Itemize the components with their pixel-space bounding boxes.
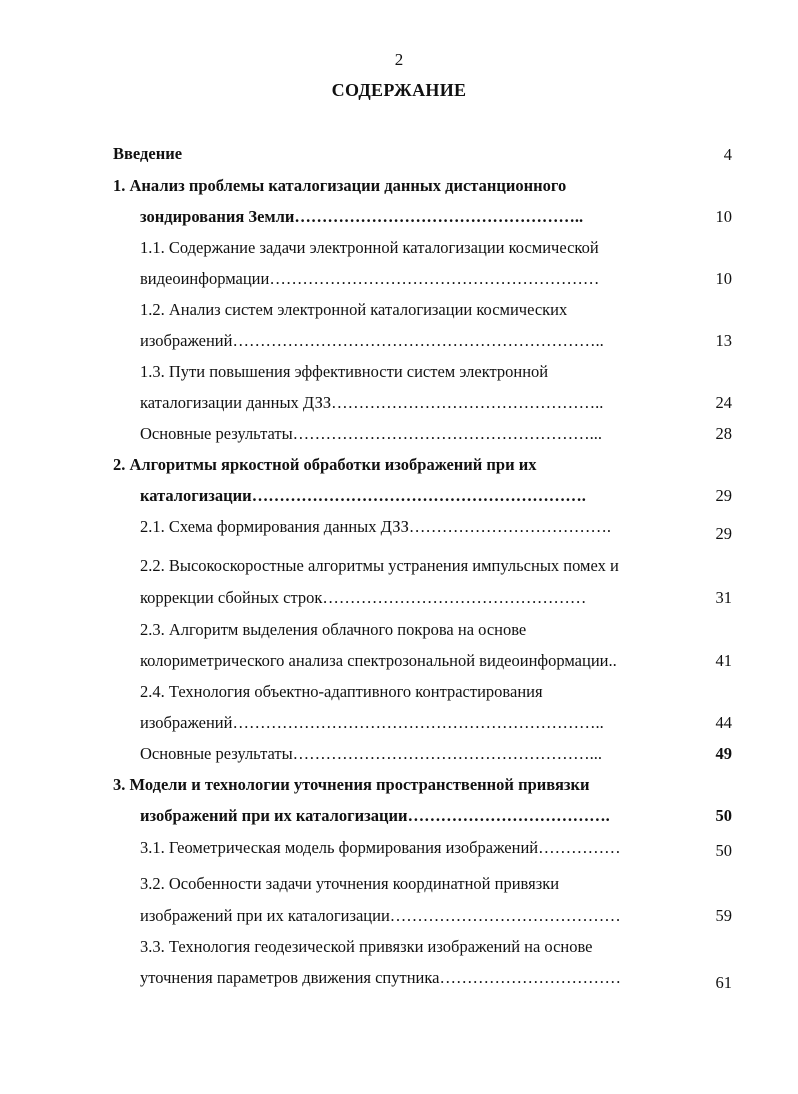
- toc-s32-line1: 3.2. Особенности задачи уточнения координатной привязки: [140, 874, 560, 893]
- toc-ch1-line1: 1. Анализ проблемы каталогизации данных дистанционного: [113, 176, 567, 195]
- toc-intro-title: Введение: [113, 144, 183, 163]
- toc-s22-line1: 2.2. Высокоскоростные алгоритмы устранения импульсных помех и: [140, 556, 619, 575]
- toc-s21-page: 29: [715, 524, 732, 543]
- toc-s11-line1: 1.1. Содержание задачи электронной каталогизации космической: [140, 238, 599, 257]
- page-title: СОДЕРЖАНИЕ: [331, 80, 467, 100]
- toc-s24-line2: изображений…………………………………………………………..: [140, 713, 604, 732]
- toc-s12-line2: изображений…………………………………………………………..: [140, 331, 604, 350]
- toc-s13-page: 24: [715, 393, 732, 412]
- toc-ch1-line2: зондирования Земли……………………………………………..: [140, 207, 584, 226]
- toc-s24-line1: 2.4. Технология объектно-адаптивного контрастирования: [140, 682, 543, 701]
- toc-ch2-line1: 2. Алгоритмы яркостной обработки изображений при их: [113, 455, 537, 474]
- toc-r1-page: 28: [715, 424, 732, 443]
- toc-ch1-page: 10: [715, 207, 732, 226]
- toc-s12-line1: 1.2. Анализ систем электронной каталогизации космических: [140, 300, 568, 319]
- toc-ch3-line1: 3. Модели и технологии уточнения пространственной привязки: [113, 775, 590, 794]
- toc-s33-line1: 3.3. Технология геодезической привязки изображений на основе: [140, 937, 593, 956]
- toc-s23-page: 41: [715, 651, 732, 670]
- toc-s31-title: 3.1. Геометрическая модель формирования изображений……………: [140, 838, 621, 857]
- toc-s32-line2: изображений при их каталогизации……………………………………: [140, 906, 621, 925]
- toc-ch3-page: 50: [715, 806, 732, 825]
- toc-s21-title: 2.1. Схема формирования данных ДЗЗ……………………………….: [140, 517, 611, 536]
- toc-s32-page: 59: [715, 906, 732, 925]
- toc-s33-page: 61: [715, 973, 732, 992]
- toc-r1-title: Основные результаты………………………………………………...: [140, 424, 603, 443]
- toc-s12-page: 13: [715, 331, 732, 350]
- toc-s11-page: 10: [715, 269, 732, 288]
- toc-s23-line1: 2.3. Алгоритм выделения облачного покрова на основе: [140, 620, 527, 639]
- toc-intro-page: 4: [723, 145, 732, 164]
- toc-r2-title: Основные результаты………………………………………………...: [140, 744, 603, 763]
- page-number: 2: [394, 50, 404, 69]
- toc-s13-line1: 1.3. Пути повышения эффективности систем электронной: [140, 362, 549, 381]
- toc-s11-line2: видеоинформации……………………………………………………: [140, 269, 600, 288]
- toc-s24-page: 44: [715, 713, 732, 732]
- toc-s23-line2: колориметрического анализа спектрозональной видеоинформации..: [140, 651, 617, 670]
- toc-s31-page: 50: [715, 841, 732, 860]
- toc-ch3-line2: изображений при их каталогизации……………………………….: [140, 806, 610, 825]
- toc-s33-line2: уточнения параметров движения спутника……………………………: [140, 968, 621, 987]
- toc-ch2-line2: каталогизации…………………………………………………….: [140, 486, 586, 505]
- toc-s22-line2: коррекции сбойных строк…………………………………………: [140, 588, 587, 607]
- toc-r2-page: 49: [715, 744, 732, 763]
- toc-s22-page: 31: [715, 588, 732, 607]
- toc-ch2-page: 29: [715, 486, 732, 505]
- toc-s13-line2: каталогизации данных ДЗЗ…………………………………………..: [140, 393, 604, 412]
